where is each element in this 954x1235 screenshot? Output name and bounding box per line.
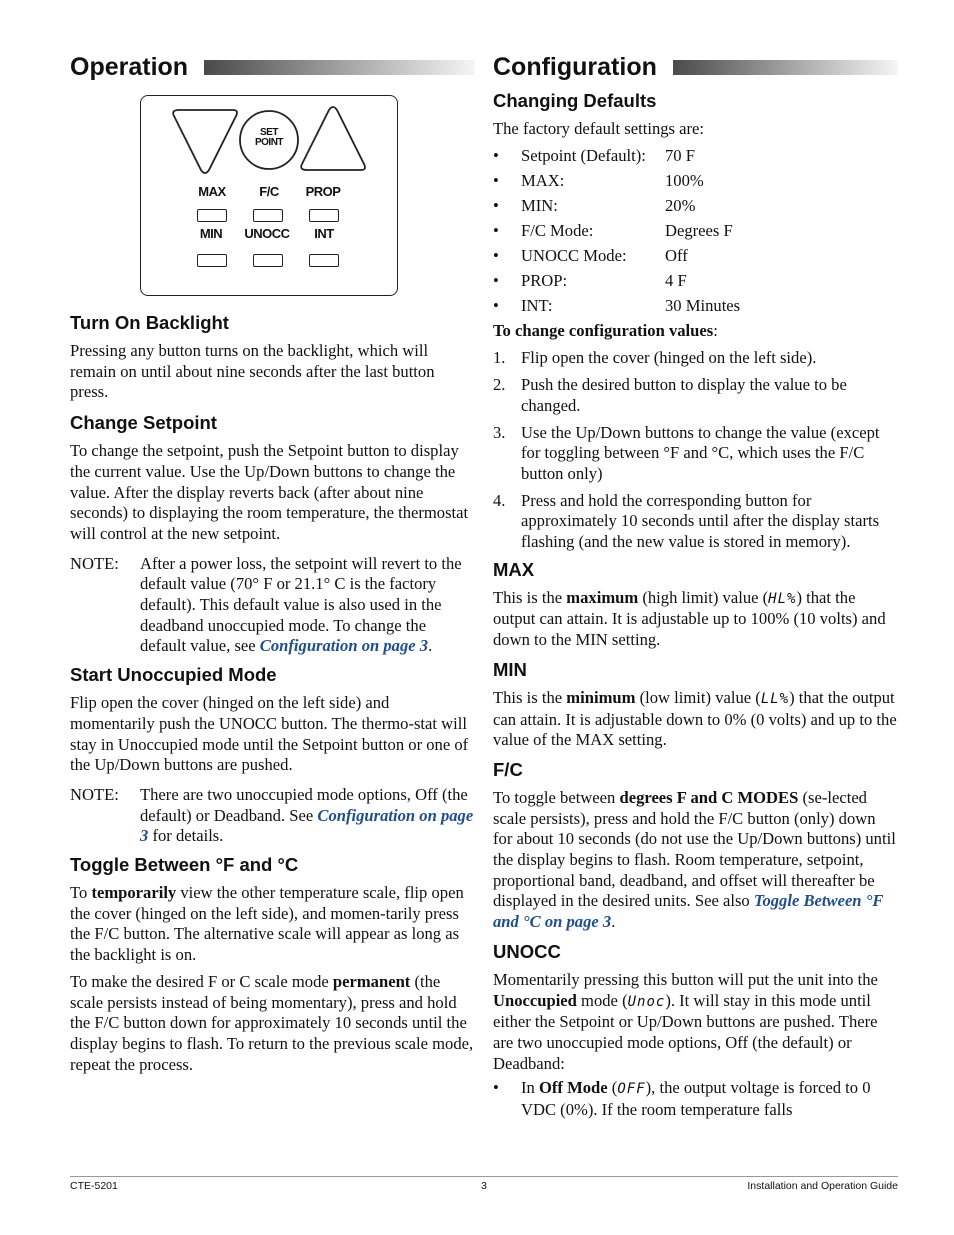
change-config-label xyxy=(493,321,898,342)
note-body xyxy=(140,554,475,658)
note-label: NOTE: xyxy=(70,784,119,804)
unoccupied-heading: Start Unoccupied Mode xyxy=(70,664,277,686)
configuration-section-header xyxy=(493,50,898,84)
fc-text xyxy=(493,788,898,933)
bullet: • xyxy=(493,1078,499,1098)
fc-button xyxy=(253,209,283,222)
text-run: ( xyxy=(607,1078,618,1098)
step-text: Flip open the cover (hinged on the left side). xyxy=(521,348,817,368)
setpoint-button-label xyxy=(244,128,294,148)
max-text xyxy=(493,588,898,651)
emphasis: Off Mode xyxy=(538,1078,608,1098)
toggle-heading: Toggle Between °F and °C xyxy=(70,854,299,876)
defaults-intro: The factory default settings are: xyxy=(493,119,705,138)
lcd-readout: HL% xyxy=(768,590,797,607)
step-number: 1. xyxy=(493,348,506,368)
configuration-link[interactable]: Configuration on page 3 xyxy=(259,636,429,656)
bullet: • xyxy=(493,195,499,215)
emphasis: To change configuration values xyxy=(493,320,714,340)
step-text: Press and hold the corresponding button for approximately 10 seconds until after the display starts flashing (and the new value is stored in memory). xyxy=(521,490,880,552)
list-item xyxy=(493,375,898,416)
down-arrow-button-icon xyxy=(173,110,237,173)
lcd-readout: OFF xyxy=(617,1081,646,1098)
unocc-text xyxy=(493,970,898,1075)
text-run: (the scale persists instead of being momentary), press and hold the F/C button down for approximately 10 seconds until the display begins to flash. To return to the previous scale mode, repeat the process. xyxy=(70,971,474,1074)
list-item xyxy=(493,243,898,268)
thermostat-keypad-diagram xyxy=(140,95,398,296)
page-footer xyxy=(70,1176,898,1192)
min-heading: MIN xyxy=(493,658,527,680)
operation-column xyxy=(70,50,475,1074)
default-value: 70 F xyxy=(665,145,695,165)
default-key: PROP: xyxy=(521,270,568,290)
text-run: To toggle between xyxy=(493,787,620,807)
bullet: • xyxy=(493,270,499,290)
text-run: This is the xyxy=(493,587,567,607)
step-text: Push the desired button to display the value to be changed. xyxy=(521,375,847,415)
backlight-text: Pressing any button turns on the backlight, which will remain on until about nine seconds after the last button press. xyxy=(70,341,435,402)
list-item xyxy=(493,1078,898,1120)
toggle-text-1 xyxy=(70,883,475,966)
max-button xyxy=(197,209,227,222)
configuration-title: Configuration xyxy=(493,52,657,81)
bullet: • xyxy=(493,170,499,190)
note-end: for details. xyxy=(148,826,224,846)
note-end: . xyxy=(428,636,433,656)
backlight-heading: Turn On Backlight xyxy=(70,312,229,333)
step-number: 4. xyxy=(493,490,506,510)
list-item xyxy=(493,218,898,243)
note-label: NOTE: xyxy=(70,553,119,573)
default-key: MAX: xyxy=(521,170,565,190)
step-number: 3. xyxy=(493,422,506,442)
text-run: (low limit) value ( xyxy=(635,687,761,707)
text-run: To xyxy=(70,883,92,903)
text-run: ) that the output can attain. It is adjustable down to 0% (0 volts) and up to the value of the MAX setting. xyxy=(493,687,897,750)
step-text: Use the Up/Down buttons to change the value (except for toggling between °F and °C, which uses the F/C button only) xyxy=(521,422,880,483)
unoccupied-note xyxy=(70,785,475,847)
fc-button-label: F/C xyxy=(259,184,279,199)
defaults-heading: Changing Defaults xyxy=(493,90,657,111)
defaults-list xyxy=(493,143,898,318)
bullet: • xyxy=(493,245,499,265)
guide-title: Installation and Operation Guide xyxy=(747,1180,898,1192)
bullet: • xyxy=(493,220,499,240)
text-run: ). It will stay in this mode until either the Setpoint or Up/Down buttons are pushed. There are two unoccupied mode options, Off (the default) or Deadband: xyxy=(493,990,878,1073)
operation-title: Operation xyxy=(70,52,189,81)
list-item xyxy=(493,193,898,218)
emphasis: permanent xyxy=(332,971,411,991)
text-run: : xyxy=(713,320,718,340)
bullet: • xyxy=(493,295,499,315)
emphasis: Unoccupied xyxy=(493,990,577,1010)
default-value: 4 F xyxy=(665,270,687,290)
title-gradient-bar xyxy=(204,60,475,75)
default-value: 30 Minutes xyxy=(665,295,741,315)
list-item xyxy=(493,143,898,168)
toggle-text-2 xyxy=(70,972,475,1076)
min-text xyxy=(493,688,898,751)
default-key: UNOCC Mode: xyxy=(521,245,627,265)
default-key: INT: xyxy=(521,295,553,315)
lcd-readout: LL% xyxy=(760,690,790,707)
default-value: Off xyxy=(665,245,688,265)
bullet: • xyxy=(493,145,499,165)
prop-button-label: PROP xyxy=(305,184,341,199)
setpoint-text: To change the setpoint, push the Setpoint button to display the current value. Use the Up/Down buttons to change the value. After the display reverts back (after about nine seconds) to displaying the room temperature, the thermostat will control at the new setpoint. xyxy=(70,441,469,543)
text-run: ), the output voltage is forced to 0 VDC (0%). If the room temperature falls xyxy=(521,1078,871,1120)
emphasis: minimum xyxy=(566,687,636,707)
step-number: 2. xyxy=(493,375,506,395)
setpoint-label-line2: POINT xyxy=(254,137,284,148)
text-run: ) that the output can attain. It is adjustable up to 100% (10 volts) and down to the MIN setting. xyxy=(493,587,886,650)
text-run: (se-lected scale persists), press and hold the F/C button (only) down for about 10 seconds (do not use the Up/Down buttons) until the display begins to flash. Room temperature, setpoint, proportional band, deadband, and offset will thereafter be displayed in the desired units. See also xyxy=(493,787,896,911)
setpoint-label-line1: SET xyxy=(260,127,278,138)
default-value: 20% xyxy=(665,195,696,215)
emphasis: degrees F and C MODES xyxy=(619,787,799,807)
int-button xyxy=(309,254,339,267)
unocc-button xyxy=(253,254,283,267)
list-item xyxy=(493,268,898,293)
list-item xyxy=(493,491,898,553)
operation-body xyxy=(70,312,475,1075)
min-button-label: MIN xyxy=(199,226,223,241)
text-run: (high limit) value ( xyxy=(638,587,769,607)
text-run: In xyxy=(521,1078,539,1098)
lcd-readout: Unoc xyxy=(627,993,666,1010)
unocc-button-label: UNOCC xyxy=(244,226,290,241)
default-value: 100% xyxy=(665,170,704,190)
emphasis: temporarily xyxy=(91,883,177,903)
text-run: . xyxy=(611,912,616,932)
fc-heading: F/C xyxy=(493,758,523,780)
note-body xyxy=(140,785,475,847)
default-key: MIN: xyxy=(521,195,558,215)
list-item xyxy=(493,423,898,485)
page-number: 3 xyxy=(481,1180,487,1192)
text-run: To make the desired F or C scale mode xyxy=(70,971,333,991)
max-heading: MAX xyxy=(493,558,535,580)
default-value: Degrees F xyxy=(665,220,733,240)
default-key: Setpoint (Default): xyxy=(521,145,646,165)
setpoint-note xyxy=(70,554,475,658)
doc-code: CTE-5201 xyxy=(70,1180,118,1192)
list-item xyxy=(493,293,898,318)
list-item-text xyxy=(521,1078,898,1120)
unocc-options-list xyxy=(493,1078,898,1120)
list-item xyxy=(493,348,898,369)
max-button-label: MAX xyxy=(198,184,226,199)
note-text: After a power loss, the setpoint will revert to the default value (70° F or 21.1° C is the factory default). This default value is also used in the deadband unoccupied mode. To change the default value, see xyxy=(140,553,462,656)
title-gradient-bar xyxy=(673,60,898,75)
note-text: There are two unoccupied mode options, Off (the default) or Deadband. See xyxy=(140,784,468,825)
prop-button xyxy=(309,209,339,222)
toggle-link[interactable]: Toggle Between °F and °C on page 3 xyxy=(493,891,884,932)
config-steps xyxy=(493,348,898,552)
int-button-label: INT xyxy=(314,226,334,241)
list-item xyxy=(493,168,898,193)
default-key: F/C Mode: xyxy=(521,220,594,240)
text-run: view the other temperature scale, flip open the cover (hinged on the left side), and momen-tarily press the F/C button. The alternative scale will appear as long as the backlight is on. xyxy=(70,883,464,965)
text-run: mode ( xyxy=(576,990,628,1010)
unocc-heading: UNOCC xyxy=(493,940,561,962)
min-button xyxy=(197,254,227,267)
text-run: Momentarily pressing this button will put the unit into the xyxy=(493,969,878,989)
text-run: This is the xyxy=(493,687,567,707)
configuration-link[interactable]: Configuration on page 3 xyxy=(140,805,474,846)
emphasis: maximum xyxy=(566,587,639,607)
operation-section-header xyxy=(70,50,475,84)
unoccupied-text: Flip open the cover (hinged on the left side) and momentarily push the UNOCC button. The thermo-stat will stay in Unoccupied mode until the Setpoint button or one of the Up/Down buttons are pushed. xyxy=(70,693,469,775)
configuration-column xyxy=(493,50,898,1121)
up-arrow-button-icon xyxy=(301,107,365,170)
setpoint-heading: Change Setpoint xyxy=(70,412,217,434)
